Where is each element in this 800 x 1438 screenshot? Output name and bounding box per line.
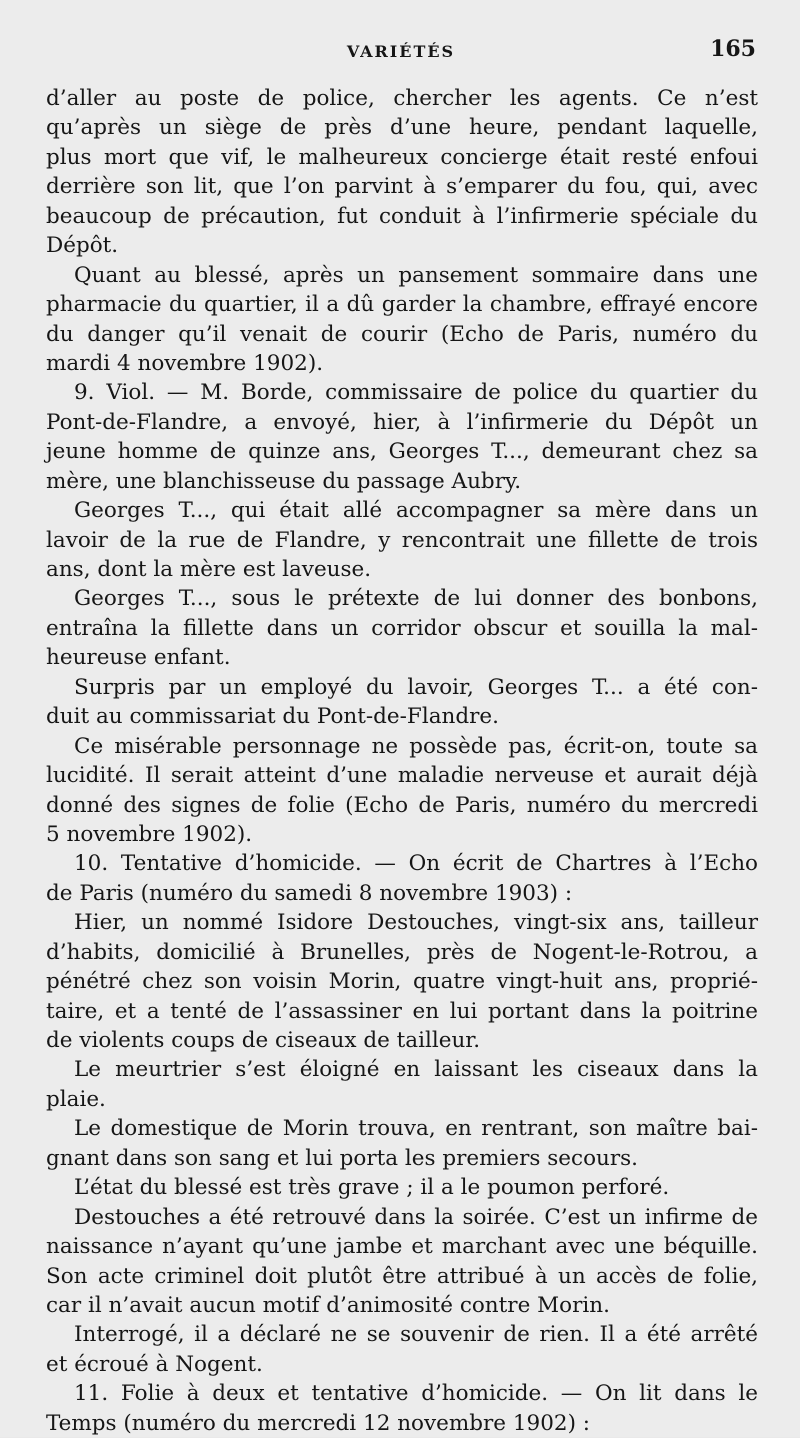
text-line: et écroué à Nogent. bbox=[46, 1351, 263, 1377]
text-line: taire, et a tenté de l’assassiner en lui portant dans la poitrine bbox=[46, 998, 758, 1024]
text-line: 9. Viol. — M. Borde, commissaire de police du quartier du bbox=[74, 380, 758, 406]
text-line: Georges T..., qui était allé accompagner sa mère dans un bbox=[74, 498, 758, 524]
text-line: mère, une blanchisseuse du passage Aubry. bbox=[46, 468, 522, 494]
text-line: jeune homme de quinze ans, Georges T..., demeurant chez sa bbox=[46, 439, 758, 465]
text-line: Georges T..., sous le prétexte de lui donner des bonbons, bbox=[74, 586, 758, 612]
text-line: Destouches a été retrouvé dans la soirée. C’est un infirme de bbox=[74, 1204, 758, 1230]
page-header bbox=[46, 36, 756, 70]
text-line: Hier, un nommé Isidore Destouches, vingt-six ans, tailleur bbox=[74, 910, 758, 936]
text-line: lavoir de la rue de Flandre, y rencontrait une fillette de trois bbox=[46, 527, 758, 553]
text-line: plus mort que vif, le malheureux concierge était resté enfoui bbox=[46, 144, 758, 170]
text-line: de Paris (numéro du samedi 8 novembre 1903) : bbox=[46, 880, 573, 906]
page-number: 165 bbox=[710, 36, 756, 62]
text-line: pénétré chez son voisin Morin, quatre vingt-huit ans, proprié- bbox=[46, 969, 758, 995]
text-line: Ce misérable personnage ne possède pas, écrit-on, toute sa bbox=[74, 733, 758, 759]
text-line: du danger qu’il venait de courir (Echo de Paris, numéro du bbox=[46, 321, 758, 347]
text-line: gnant dans son sang et lui porta les premiers secours. bbox=[46, 1145, 639, 1171]
text-line: Quant au blessé, après un pansement sommaire dans une bbox=[74, 262, 758, 288]
text-line: qu’après un siège de près d’une heure, pendant laquelle, bbox=[46, 115, 758, 141]
running-head: VARIÉTÉS bbox=[346, 42, 456, 61]
text-line: ans, dont la mère est laveuse. bbox=[46, 557, 372, 582]
text-line: Le domestique de Morin trouva, en rentrant, son maître bai- bbox=[74, 1116, 758, 1142]
text-line: mardi 4 novembre 1902). bbox=[46, 350, 324, 376]
text-line: car il n’avait aucun motif d’animosité contre Morin. bbox=[46, 1292, 610, 1318]
text-line: plaie. bbox=[46, 1086, 106, 1112]
text-line: 5 novembre 1902). bbox=[46, 821, 253, 847]
text-line: derrière son lit, que l’on parvint à s’emparer du fou, qui, avec bbox=[46, 174, 758, 200]
text-line: Surpris par un employé du lavoir, Georges T... a été con- bbox=[74, 674, 758, 700]
text-line: entraîna la fillette dans un corridor obscur et souilla la mal- bbox=[46, 615, 758, 641]
text-line: Dépôt. bbox=[46, 233, 119, 259]
text-line: pharmacie du quartier, il a dû garder la chambre, effrayé encore bbox=[46, 292, 758, 318]
text-line: 11. Folie à deux et tentative d’homicide. — On lit dans le bbox=[74, 1381, 758, 1407]
text-line: Son acte criminel doit plutôt être attribué à un accès de folie, bbox=[46, 1263, 758, 1289]
text-line: de violents coups de ciseaux de tailleur. bbox=[46, 1028, 481, 1053]
text-line: beaucoup de précaution, fut conduit à l’infirmerie spéciale du bbox=[46, 203, 758, 229]
text-line: donné des signes de folie (Echo de Paris, numéro du mercredi bbox=[46, 792, 758, 818]
text-line: lucidité. Il serait atteint d’une maladie nerveuse et aurait déjà bbox=[46, 763, 758, 789]
text-line: Le meurtrier s’est éloigné en laissant les ciseaux dans la bbox=[74, 1057, 758, 1083]
text-line: duit au commissariat du Pont-de-Flandre. bbox=[46, 704, 499, 730]
text-line: d’habits, domicilié à Brunelles, près de Nogent-le-Rotrou, a bbox=[46, 939, 758, 965]
text-line: 10. Tentative d’homicide. — On écrit de Chartres à l’Echo bbox=[74, 851, 758, 877]
text-line: Pont-de-Flandre, a envoyé, hier, à l’infirmerie du Dépôt un bbox=[46, 409, 758, 435]
text-line: Temps (numéro du mercredi 12 novembre 1902) : bbox=[46, 1410, 591, 1436]
text-line: d’aller au poste de police, chercher les agents. Ce n’est bbox=[46, 86, 758, 111]
text-line: heureuse enfant. bbox=[46, 645, 231, 671]
text-line: Interrogé, il a déclaré ne se souvenir de rien. Il a été arrêté bbox=[74, 1322, 758, 1348]
text-line: naissance n’ayant qu’une jambe et marchant avec une béquille. bbox=[46, 1234, 758, 1260]
text-line: L’état du blessé est très grave ; il a le poumon perforé. bbox=[74, 1175, 670, 1201]
page-body-text bbox=[46, 84, 758, 1438]
